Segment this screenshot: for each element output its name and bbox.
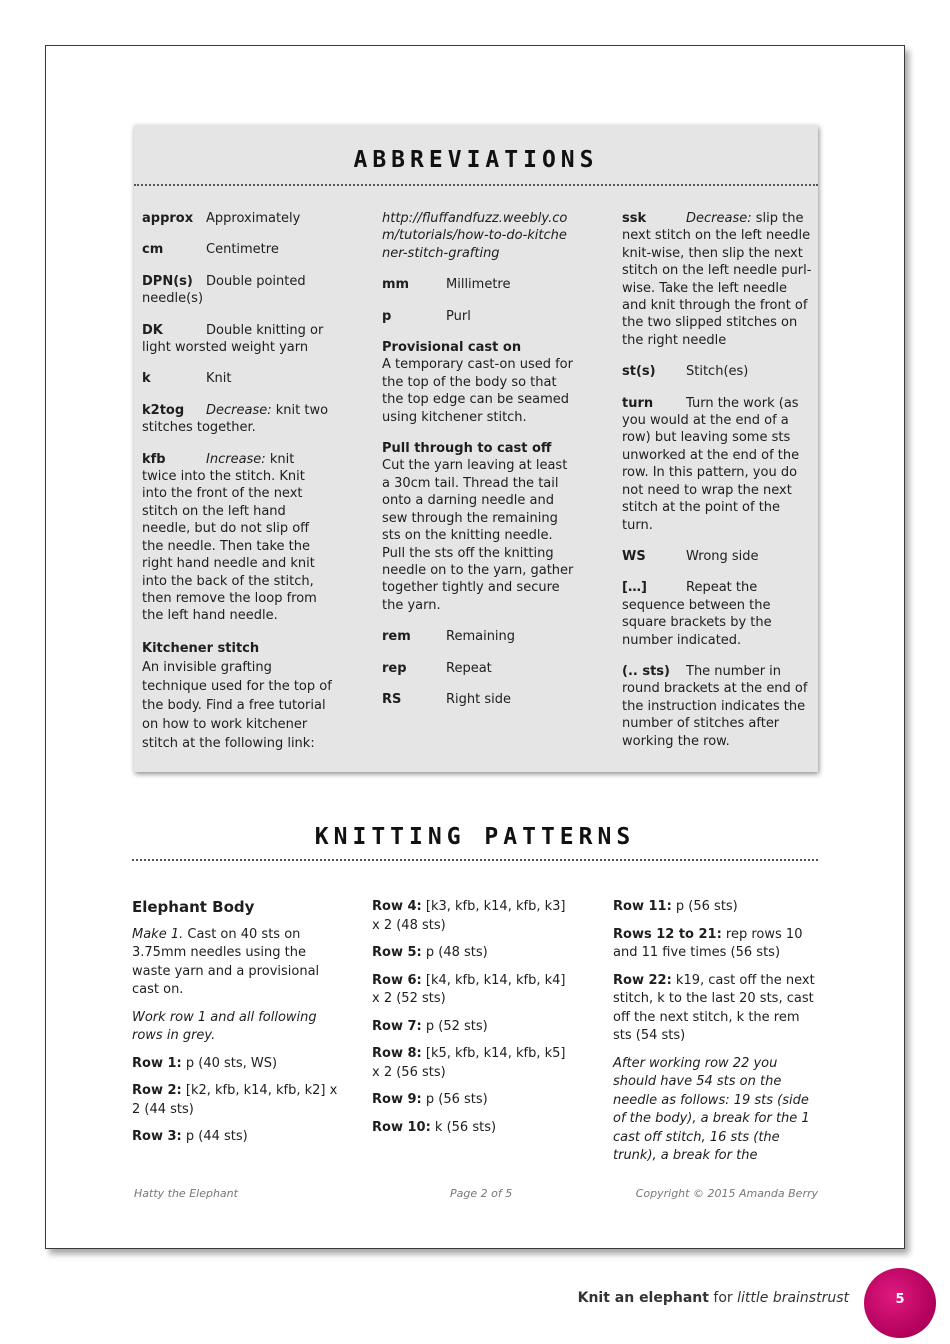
knitting-patterns-heading: KNITTING PATTERNS bbox=[314, 824, 636, 850]
abbr-entry: Provisional cast on A temporary cast-on used for the top of the body so that the top edge can be seamed using kitchener stitch. bbox=[382, 340, 573, 425]
pattern-col-1 bbox=[132, 898, 342, 1156]
abbr-entry: rem Remaining bbox=[382, 629, 516, 645]
abbr-entry: WS Wrong side bbox=[622, 548, 759, 564]
section-title: Elephant Body bbox=[132, 898, 255, 916]
book-tagline: Knit an elephant for little brainstrust bbox=[577, 1290, 849, 1306]
abbr-col-3 bbox=[622, 210, 812, 764]
pattern-step: Row 22: k19, cast off the next stitch, k to the last 20 sts, cast off the next stitch, k the rem sts (54 sts) bbox=[613, 972, 815, 1043]
abbr-entry: mm Millimetre bbox=[382, 277, 511, 293]
pattern-step: Row 5: p (48 sts) bbox=[372, 945, 488, 960]
pattern-step: Row 8: [k5, kfb, k14, kfb, k5] x 2 (56 sts) bbox=[372, 1046, 566, 1080]
pattern-step: Rows 12 to 21: rep rows 10 and 11 five times (56 sts) bbox=[613, 926, 803, 960]
pattern-col-3 bbox=[613, 898, 818, 1175]
abbr-entry: DPN(s) Double pointed needle(s) bbox=[142, 273, 306, 307]
pattern-step: After working row 22 you should have 54 sts on the needle as follows: 19 sts (side of the body), a break for the 1 cast off stitch, 16 sts (the trunk), a break for the bbox=[613, 1055, 810, 1163]
abbr-entry: approx Approximately bbox=[142, 211, 301, 226]
abbr-entry: k2tog Decrease: knit two stitches together. bbox=[142, 402, 329, 436]
pattern-step: Row 10: k (56 sts) bbox=[372, 1119, 497, 1135]
patterns-divider bbox=[132, 859, 818, 861]
abbr-entry: rep Repeat bbox=[382, 660, 492, 676]
abbr-entry: Kitchener stitch An invisible grafting technique used for the top of the body. Find a free tutorial on how to work kitchener stitch at the following link: bbox=[142, 640, 332, 751]
pattern-step: Row 6: [k4, kfb, k14, kfb, k4] x 2 (52 sts) bbox=[372, 972, 566, 1006]
pattern-step: Row 7: p (52 sts) bbox=[372, 1018, 488, 1034]
footer-copyright: Copyright © 2015 Amanda Berry bbox=[635, 1187, 818, 1200]
book-page-number: 5 bbox=[895, 1292, 905, 1307]
pattern-step: Row 1: p (40 sts, WS) bbox=[132, 1055, 278, 1071]
abbr-entry: DK Double knitting or light worsted weight yarn bbox=[142, 322, 324, 356]
tutorial-link[interactable]: http://fluffandfuzz.weebly.com/tutorials/how-to-do-kitchener-stitch-grafting bbox=[382, 211, 568, 261]
abbr-entry: k Knit bbox=[142, 371, 232, 387]
abbr-col-1 bbox=[142, 210, 332, 767]
pattern-step: Work row 1 and all following rows in grey. bbox=[132, 1009, 317, 1043]
footer-title: Hatty the Elephant bbox=[134, 1187, 238, 1200]
abbr-entry: st(s) Stitch(es) bbox=[622, 364, 749, 380]
pattern-step: Row 11: p (56 sts) bbox=[613, 899, 738, 914]
footer-page: Page 2 of 5 bbox=[450, 1187, 513, 1200]
abbr-entry: (.. sts) The number in round brackets at the end of the instruction indicates the number of stitches after working the row. bbox=[622, 663, 808, 749]
abbr-col-2 bbox=[382, 210, 574, 722]
pattern-step: Row 4: [k3, kfb, k14, kfb, k3] x 2 (48 sts) bbox=[372, 899, 566, 933]
pattern-col-2 bbox=[372, 898, 577, 1146]
abbreviations-divider bbox=[134, 184, 818, 186]
pattern-step: Row 9: p (56 sts) bbox=[372, 1092, 488, 1107]
abbreviations-heading: ABBREVIATIONS bbox=[353, 147, 599, 173]
abbr-entry: p Purl bbox=[382, 308, 471, 324]
pattern-step: Row 2: [k2, kfb, k14, kfb, k2] x 2 (44 sts) bbox=[132, 1083, 338, 1117]
abbr-entry: RS Right side bbox=[382, 691, 511, 707]
abbr-entry: cm Centimetre bbox=[142, 242, 279, 258]
pattern-step: Row 3: p (44 sts) bbox=[132, 1129, 248, 1144]
abbr-entry: kfb Increase: knit twice into the stitch. Knit into the front of the next stitch on the left hand needle, but do not slip off the needle. Then take the right hand needle and knit into the back of the stitch, then remove the loop from the left hand needle. bbox=[142, 451, 317, 624]
abbr-entry: ssk Decrease: slip the next stitch on the left needle knit-wise, then slip the next stitch on the left needle purl-wise. Take the left needle and knit through the front of the two slipped stitches on the right needle bbox=[622, 211, 812, 348]
abbr-entry: Pull through to cast off Cut the yarn leaving at least a 30cm tail. Thread the tail onto a darning needle and sew through the remaining sts on the knitting needle. Pull the sts off the knitting needle on to the yarn, gather together tightly and secure the yarn. bbox=[382, 441, 574, 613]
abbr-entry: turn Turn the work (as you would at the end of a row) but leaving some sts unworked at the end of the row. In this pattern, you do not need to wrap the next stitch at the point of the turn. bbox=[622, 395, 800, 533]
pattern-step: Make 1. Cast on 40 sts on 3.75mm needles using the waste yarn and a provisional cast on. bbox=[132, 926, 320, 997]
abbr-entry: […] Repeat the sequence between the square brackets by the number indicated. bbox=[622, 580, 772, 648]
